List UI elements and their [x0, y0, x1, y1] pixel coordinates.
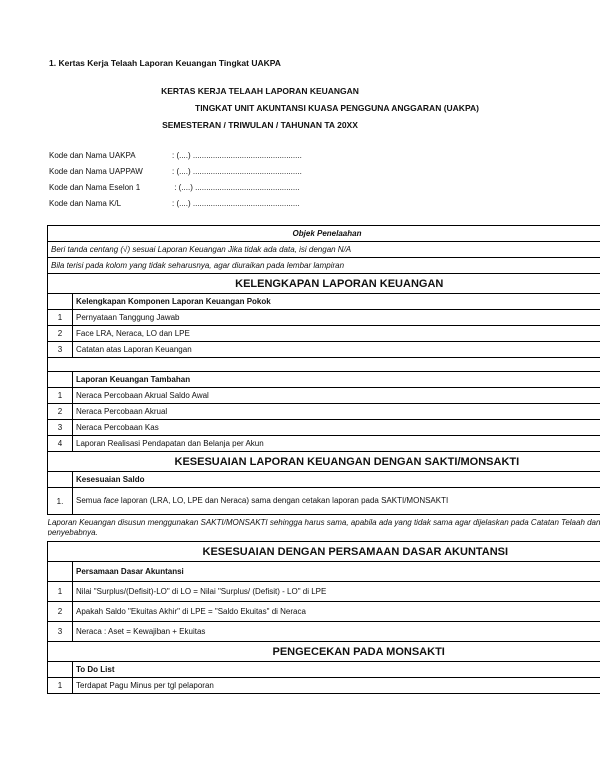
- table-row: [48, 404, 600, 420]
- kode-value: : (....) ...............................................: [172, 183, 300, 192]
- text-part: laporan (LRA, LO, LPE dan Neraca) sama dengan cetakan laporan pada SAKTI/MONSAKTI: [118, 496, 449, 505]
- table-row: [48, 326, 600, 342]
- kesesuaian-saldo-header: Kesesuaian Saldo: [73, 472, 600, 488]
- text-part: Semua: [76, 496, 104, 505]
- row-text: Neraca Percobaan Akrual Saldo Awal: [73, 388, 600, 404]
- kode-label: Kode dan Nama UAPPAW: [49, 167, 143, 176]
- blank-cell: [48, 372, 73, 388]
- row-number: 2: [48, 326, 73, 342]
- table-row: [48, 436, 600, 452]
- blank-cell: [48, 562, 73, 582]
- telaah-table-container: [47, 225, 600, 694]
- row-number: 3: [48, 420, 73, 436]
- kode-kl: [49, 199, 300, 208]
- text-part-italic: face: [103, 496, 119, 505]
- kode-label: Kode dan Nama K/L: [49, 199, 122, 208]
- section-persamaan: KESESUAIAN DENGAN PERSAMAAN DASAR AKUNTANSI: [73, 542, 600, 562]
- kode-value: : (....) .................................................: [172, 151, 302, 160]
- table-row: [48, 342, 600, 358]
- persamaan-header: Persamaan Dasar Akuntansi: [73, 562, 600, 582]
- blank-cell: [48, 662, 73, 678]
- kode-eselon: [49, 183, 300, 192]
- row-text: Neraca : Aset = Kewajiban + Ekuitas: [73, 622, 600, 642]
- blank-cell: [48, 642, 73, 662]
- section-pengecekan: PENGECEKAN PADA MONSAKTI: [73, 642, 600, 662]
- row-number: 1: [48, 678, 73, 694]
- section-kelengkapan: KELENGKAPAN LAPORAN KEUANGAN: [73, 274, 600, 294]
- row-number: 2: [48, 602, 73, 622]
- telaah-table: [47, 225, 600, 694]
- title-line-3: SEMESTERAN / TRIWULAN / TAHUNAN TA 20XX: [162, 120, 358, 130]
- table-row: [48, 678, 600, 694]
- row-text: Catatan atas Laporan Keuangan: [73, 342, 600, 358]
- row-text: Neraca Percobaan Kas: [73, 420, 600, 436]
- row-text: Terdapat Pagu Minus per tgl pelaporan: [73, 678, 600, 694]
- row-text: Neraca Percobaan Akrual: [73, 404, 600, 420]
- blank-cell: [48, 542, 73, 562]
- table-row: [48, 388, 600, 404]
- kode-value: : (....) ................................................: [172, 199, 300, 208]
- table-row: [48, 602, 600, 622]
- tambahan-header: Laporan Keuangan Tambahan: [73, 372, 600, 388]
- instruction-2: Bila terisi pada kolom yang tidak seharusnya, agar diuraikan pada lembar lampiran: [48, 258, 600, 274]
- table-row: [48, 420, 600, 436]
- row-number: 3: [48, 342, 73, 358]
- row-number: 4: [48, 436, 73, 452]
- blank-cell: [48, 294, 73, 310]
- table-row: [48, 582, 600, 602]
- kode-uakpa: [49, 151, 302, 160]
- blank-row: [48, 358, 600, 372]
- row-text: Face LRA, Neraca, LO dan LPE: [73, 326, 600, 342]
- row-number: 1: [48, 582, 73, 602]
- table-row: [48, 310, 600, 326]
- todo-header: To Do List: [73, 662, 600, 678]
- kesesuaian-saldo-text: [73, 488, 600, 515]
- kesesuaian-note: Laporan Keuangan disusun menggunakan SAKTI/MONSAKTI sehingga harus sama, apabila ada yang tidak sama agar dijelaskan pada Catatan Telaah dan penyebabnya.: [48, 515, 600, 542]
- row-number: 2: [48, 404, 73, 420]
- row-number: 1: [48, 388, 73, 404]
- objek-penelaahan-header: Objek Penelaahan: [48, 226, 600, 242]
- table-row: [48, 622, 600, 642]
- instruction-1: Beri tanda centang (√) sesuai Laporan Keuangan Jika tidak ada data, isi dengan N/A: [48, 242, 600, 258]
- komponen-pokok-header: Kelengkapan Komponen Laporan Keuangan Pokok: [73, 294, 600, 310]
- kode-uappaw: [49, 167, 302, 176]
- kode-value: : (....) .................................................: [172, 167, 302, 176]
- row-number: 1.: [48, 488, 73, 515]
- row-number: 3: [48, 622, 73, 642]
- kode-label: Kode dan Nama UAKPA: [49, 151, 136, 160]
- blank-cell: [48, 472, 73, 488]
- page-heading: 1. Kertas Kerja Telaah Laporan Keuangan Tingkat UAKPA: [49, 58, 281, 68]
- blank-cell: [48, 274, 73, 294]
- section-kesesuaian-sakti: KESESUAIAN LAPORAN KEUANGAN DENGAN SAKTI/MONSAKTI: [73, 452, 600, 472]
- row-text: Laporan Realisasi Pendapatan dan Belanja per Akun: [73, 436, 600, 452]
- table-row: [48, 488, 600, 515]
- kode-label: Kode dan Nama Eselon 1: [49, 183, 141, 192]
- row-text: Apakah Saldo "Ekuitas Akhir" di LPE = "Saldo Ekuitas" di Neraca: [73, 602, 600, 622]
- blank-cell: [48, 452, 73, 472]
- row-text: Pernyataan Tanggung Jawab: [73, 310, 600, 326]
- row-text: Nilai "Surplus/(Defisit)-LO" di LO = Nilai "Surplus/ (Defisit) - LO" di LPE: [73, 582, 600, 602]
- title-line-1: KERTAS KERJA TELAAH LAPORAN KEUANGAN: [161, 86, 359, 96]
- row-number: 1: [48, 310, 73, 326]
- title-line-2: TINGKAT UNIT AKUNTANSI KUASA PENGGUNA ANGGARAN (UAKPA): [195, 103, 479, 113]
